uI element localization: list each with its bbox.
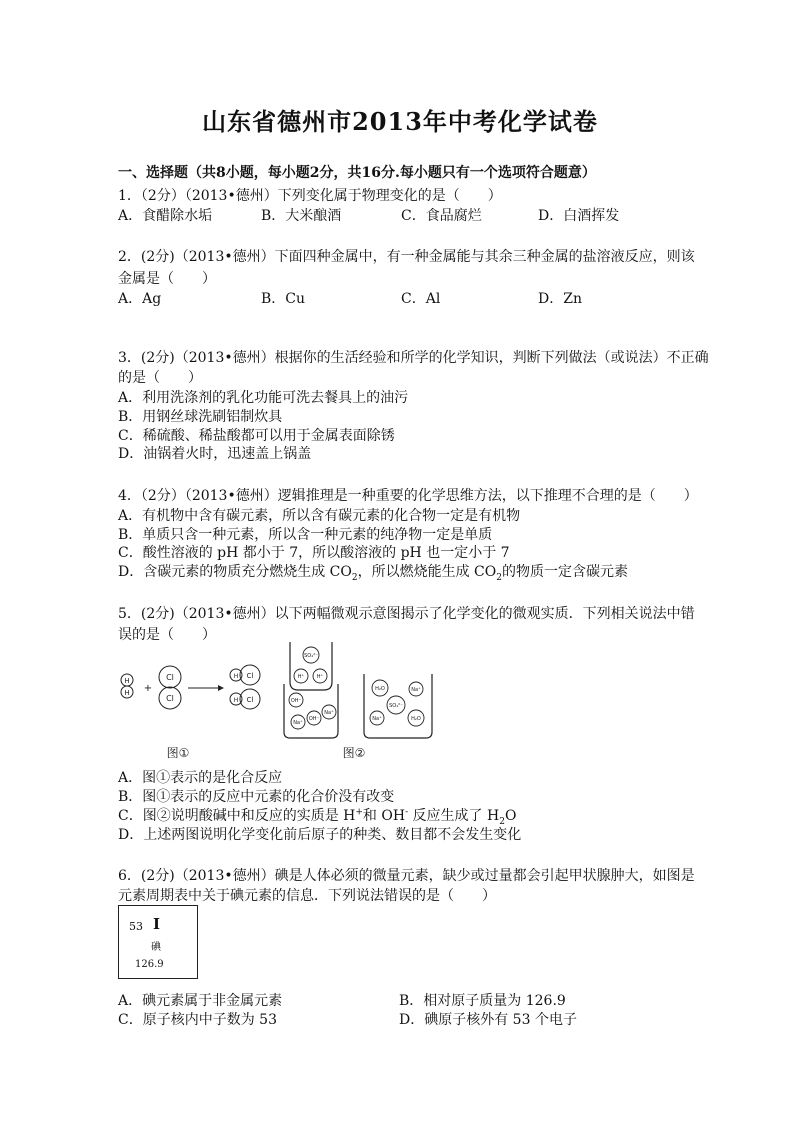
q2-option-a[interactable]: A．Ag	[118, 291, 162, 307]
q6-stem-1: 6．(2分)（2013•德州）碘是人体必须的微量元素，缺少或过量都会引起甲状腺肿大，如图是	[118, 868, 695, 884]
q2-option-b[interactable]: B．Cu	[261, 291, 306, 307]
figure-1-caption: 图①	[166, 746, 190, 760]
page-title: 山东省德州市2013年中考化学试卷	[202, 107, 598, 136]
element-symbol: I	[153, 915, 161, 933]
q5-option-c[interactable]: C．图②说明酸碱中和反应的实质是 H+和 OH- 反应生成了 $H_2O$	[118, 807, 517, 827]
q4-option-a[interactable]: A．有机物中含有碳元素，所以含有碳元素的化合物一定是有机物	[118, 508, 521, 524]
q6-option-b[interactable]: B．相对原子质量为 126.9	[399, 993, 566, 1009]
svg-text:OH⁻: OH⁻	[308, 716, 320, 722]
q2-options	[118, 288, 678, 308]
q1-option-b[interactable]: B．大米酿酒	[261, 208, 342, 224]
atomic-mass: 126.9	[135, 959, 164, 970]
figure-1	[121, 665, 260, 760]
q3-option-d[interactable]: D．油锅着火时，迅速盖上锅盖	[118, 446, 312, 462]
q3-option-c[interactable]: C．稀硫酸、稀盐酸都可以用于金属表面除锈	[118, 428, 395, 444]
svg-text:Cl: Cl	[246, 672, 254, 680]
q1-options	[118, 205, 678, 225]
svg-text:H⁺: H⁺	[297, 674, 305, 680]
svg-text:OH⁻: OH⁻	[290, 698, 302, 704]
svg-text:Na⁺: Na⁺	[324, 710, 334, 716]
svg-text:SO₄²⁻: SO₄²⁻	[304, 653, 318, 659]
q5-option-d[interactable]: D．上述两图说明化学变化前后原子的种类、数目都不会发生变化	[118, 827, 522, 843]
atomic-number: 53	[129, 920, 143, 933]
q2-option-c[interactable]: C．Al	[401, 291, 441, 307]
q4-option-d[interactable]: D．含碳元素的物质充分燃烧生成 $CO_2$，所以燃烧能生成 $CO_2$的物质一定含碳元素	[118, 564, 628, 583]
svg-text:H₂O: H₂O	[375, 686, 385, 692]
svg-text:Cl: Cl	[166, 694, 174, 703]
reaction-diagram	[118, 640, 448, 765]
q4-stem: 4．（2分）（2013•德州）逻辑推理是一种重要的化学思维方法，以下推理不合理的是（ ）	[118, 488, 698, 504]
svg-text:H: H	[124, 677, 130, 685]
svg-text:+: +	[143, 683, 153, 694]
svg-text:Na⁺: Na⁺	[411, 687, 421, 693]
q1-option-c[interactable]: C．食品腐烂	[401, 208, 482, 224]
q3-option-b[interactable]: B．用钢丝球洗刷铝制炊具	[118, 409, 283, 425]
q6-options-row2	[118, 1009, 678, 1029]
q5-stem-2: 误的是（ ）	[118, 627, 216, 643]
q6-options-row1	[118, 990, 678, 1010]
q1-stem: 1．（2分）（2013•德州）下列变化属于物理变化的是（ ）	[118, 188, 502, 204]
q2-option-d[interactable]: D．Zn	[538, 291, 582, 307]
figure-2	[284, 642, 432, 760]
svg-text:Na⁺: Na⁺	[293, 720, 303, 726]
q5-stem-1: 5．(2分)（2013•德州）以下两幅微观示意图揭示了化学变化的微观实质．下列相关说法中错	[118, 606, 695, 622]
q3-option-a[interactable]: A．利用洗涤剂的乳化功能可洗去餐具上的油污	[118, 390, 409, 406]
q6-option-c[interactable]: C．原子核内中子数为 53	[118, 1012, 277, 1028]
q2-stem-1: 2．(2分)（2013•德州）下面四种金属中，有一种金属能与其余三种金属的盐溶液反应，则该	[118, 249, 695, 265]
q3-stem-2: 的是（ ）	[118, 370, 202, 386]
svg-text:H: H	[124, 689, 130, 697]
svg-text:Cl: Cl	[246, 696, 254, 704]
svg-text:H: H	[233, 697, 239, 704]
figure-2-caption: 图②	[342, 746, 366, 760]
element-name: 碘	[151, 942, 161, 953]
q6-stem-2: 元素周期表中关于碘元素的信息．下列说法错误的是（ ）	[118, 888, 496, 904]
svg-text:SO₄²⁻: SO₄²⁻	[389, 703, 403, 709]
q5-option-b[interactable]: B．图①表示的反应中元素的化合价没有改变	[118, 789, 395, 805]
svg-text:Na⁺: Na⁺	[372, 716, 382, 722]
svg-text:Cl: Cl	[166, 673, 174, 682]
svg-text:H₂O: H₂O	[411, 716, 421, 722]
q4-option-b[interactable]: B．单质只含一种元素，所以含一种元素的纯净物一定是单质	[118, 527, 493, 543]
svg-text:H: H	[233, 673, 239, 680]
q1-option-a[interactable]: A．食醋除水垢	[118, 208, 213, 224]
q2-stem-2: 金属是（ ）	[118, 271, 216, 287]
iodine-element-card	[118, 905, 198, 979]
q6-option-a[interactable]: A．碘元素属于非金属元素	[118, 993, 283, 1009]
q4-option-c[interactable]: C．酸性溶液的 pH 都小于 7，所以酸溶液的 pH 也一定小于 7	[118, 545, 510, 561]
q3-stem-1: 3．(2分)（2013•德州）根据你的生活经验和所学的化学知识，判断下列做法（或说法）不正确	[118, 350, 709, 366]
q6-option-d[interactable]: D．碘原子核外有 53 个电子	[399, 1012, 577, 1028]
q5-option-a[interactable]: A．图①表示的是化合反应	[118, 770, 283, 786]
svg-text:H⁺: H⁺	[316, 674, 324, 680]
q1-option-d[interactable]: D．白酒挥发	[538, 208, 620, 224]
section-heading: 一、选择题（共8小题，每小题2分，共16分.每小题只有一个选项符合题意）	[118, 165, 596, 181]
